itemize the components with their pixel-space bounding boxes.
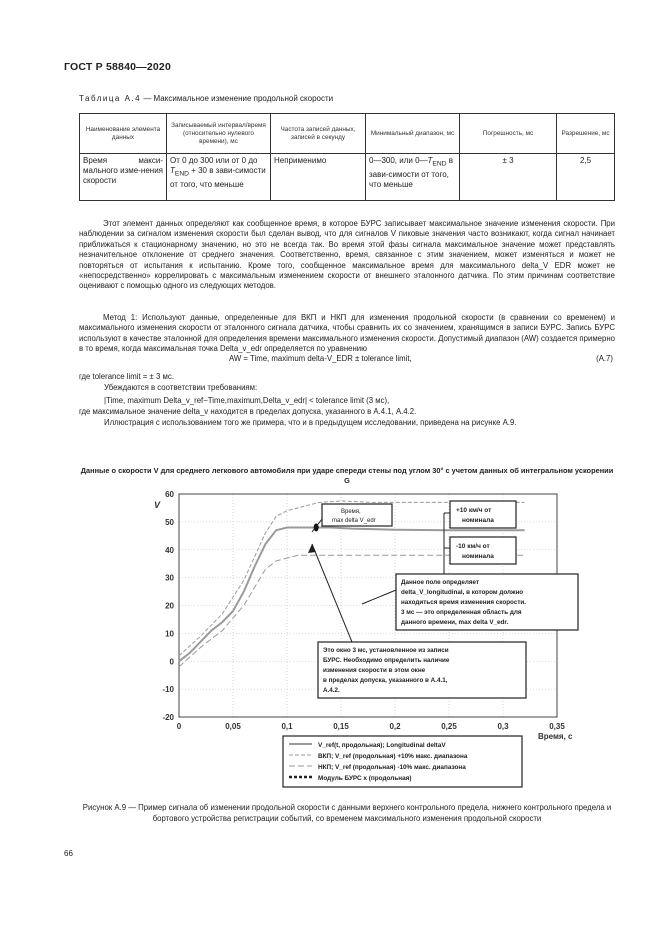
text-line: Убеждаются в соответствии требованиям: [104, 383, 258, 392]
x-tick-label: 0,2 [389, 722, 401, 731]
y-tick-label: -10 [162, 685, 174, 695]
table-cell: 0—300, или $0—T_{END}$ в зави-симости от того, что меньше [366, 154, 460, 201]
table-cell: Неприменимо [271, 154, 366, 201]
table-header-row [80, 114, 615, 154]
annotation-window-text: Это окно 3 мс, установленное из записи БУРС. Необходимо определить наличие изменения скорости в этом окне в пределах допуска, указанного в А.4.1, А.4.2. [323, 647, 450, 694]
table-header-cell: Погрешность, мс [460, 114, 557, 154]
data-table [79, 113, 615, 201]
x-tick-label: 0,35 [549, 722, 565, 731]
y-tick-label: 0 [169, 657, 174, 667]
paragraph-2: Метод 1: Используют данные, определенные для ВКП и НКП для изменения продольной скорости (в сравнении со временем) и максимального изменения скорости от эталонного сигнала датчика, чтобы сравнить их со значением, хранящимся в записи БУРС. Запись БУРС используют в качестве эталонной для определения времени максимального изменения скорости. Допустимый диапазон (AW) создается примерно в то время, когда максимальная точка Delta_v_edr определяется по уравнению [79, 313, 615, 354]
text-line: |Time, maximum Delta_v_ref−Time,maximum,Delta_v_edr| < tolerance limit (3 мс), [104, 396, 390, 405]
x-tick-label: 0,3 [497, 722, 509, 731]
legend-label: ВКП; V_ref (продольная) +10% макс. диапазона [318, 753, 468, 760]
annotation-time-line: max delta V_edr [332, 518, 376, 524]
arrow-head [308, 544, 316, 553]
legend-label: НКП; V_ref (продольная) -10% макс. диапазона [318, 764, 466, 771]
x-tick-label: 0,05 [225, 722, 241, 731]
table-header-cell: Частота записей данных, записей в секунду [271, 114, 366, 154]
y-tick-label: 40 [165, 545, 174, 555]
y-tick-label: 30 [165, 573, 174, 583]
page-number: 66 [64, 849, 73, 858]
annotation-plus10-text: +10 км/ч от номинала [456, 507, 494, 524]
table-caption-title: — Максимальное изменение продольной скорости [141, 94, 334, 103]
x-tick-label: 0 [176, 722, 182, 731]
legend-label: Модуль БУРС x (продольная) [318, 775, 412, 782]
x-tick-label: 0,15 [333, 722, 349, 731]
paragraph-1: Этот элемент данных определяют как сообщенное время, в которое БУРС записывает максимальное значение изменения скорости. При наблюдении за сигналом изменения скорости был сделан вывод, что для сигналов V пиковые значения часто возникают, когда сигнал начинает приближаться к стационарному значению, но это не всегда так. Во время этой фазы сигнала максимальное значение может представлять незначительное отклонение от среднего значения. Соответственно, время, связанное с этим значением, может изменяться и может не повторяться от испытания к испытанию. Кроме того, сообщенное максимальное время для максимального delta_V EDR может не «непосредственно» коррелировать с максимальным изменением скорости от внешнего эталонного датчика. По этим причинам соответствие оценивают с помощью одного из следующих методов. [79, 219, 615, 291]
y-tick-label: 50 [165, 517, 174, 527]
annotation-arrow-range [362, 590, 396, 604]
table-header-cell: Разрешение, мс [557, 114, 615, 154]
figure-caption: Рисунок А.9 — Пример сигнала об изменении продольной скорости с данными верхнего контрольного предела, нижнего контрольного предела и бортового устройства регистрации событий, со временем максимального изменения продольной скорости [82, 803, 612, 823]
text-line: где tolerance limit = ± 3 мс. [79, 372, 174, 381]
table-header-cell: Минимальный диапазон, мс [366, 114, 460, 154]
table-caption [79, 94, 333, 103]
formula-number: (А.7) [596, 354, 613, 363]
table-caption-label: Таблица А.4 [79, 94, 142, 103]
x-axis-label: Время, с [538, 732, 573, 741]
text-line: Иллюстрация с использованием того же примера, что и в предыдущем исследовании, приведена на рисунке А.9. [104, 418, 517, 427]
x-tick-label: 0,25 [441, 722, 457, 731]
y-tick-label: -20 [162, 713, 174, 722]
chart-title: Данные о скорости V для среднего легкового автомобиля при ударе спереди стены под углом 30° с учетом данных об интегральном ускорении G [80, 466, 614, 485]
formula-text: AW = Time, maximum delta-V_EDR ± tolerance limit, [229, 354, 412, 363]
legend-label: V_ref(t, продольная); Longitudinal deltaV [318, 742, 446, 749]
x-tick-labels [177, 722, 566, 731]
table-cell: 2,5 [557, 154, 615, 201]
table-cell: Время макси-мального изме-нения скорости [80, 154, 167, 201]
annotation-minus10-text: -10 км/ч от номинала [456, 543, 494, 560]
y-axis-label: V [154, 500, 161, 510]
table-header-cell: Записываемый интервал/время (относительно нулевого времени), мс [167, 114, 271, 154]
y-tick-label: 20 [165, 601, 174, 611]
table-row [80, 154, 615, 201]
velocity-chart [60, 482, 580, 800]
table-cell: ± 3 [460, 154, 557, 201]
x-tick-label: 0,1 [281, 722, 293, 731]
annotation-range-text: Данное поле определяет delta_V_longitudinal, в котором должно находиться время изменения скорости. 3 мс — это определенная область для данного времени, max delta V_edr. [401, 579, 527, 626]
standard-header: ГОСТ Р 58840—2020 [64, 61, 172, 73]
text-line: где максимальное значение delta_v находится в пределах допуска, указанного в А.4.1, А.4.2. [79, 407, 417, 416]
y-tick-labels [162, 490, 174, 722]
y-tick-label: 60 [165, 490, 174, 499]
table-header-cell: Наименование элемента данных [80, 114, 167, 154]
table-cell: От 0 до 300 или от 0 до $T_{END} + 30$ в зави-симости от того, что меньше [167, 154, 271, 201]
y-tick-label: 10 [165, 629, 174, 639]
annotation-time-line: Время, [341, 509, 361, 515]
annotation-arrow-window [312, 544, 352, 642]
